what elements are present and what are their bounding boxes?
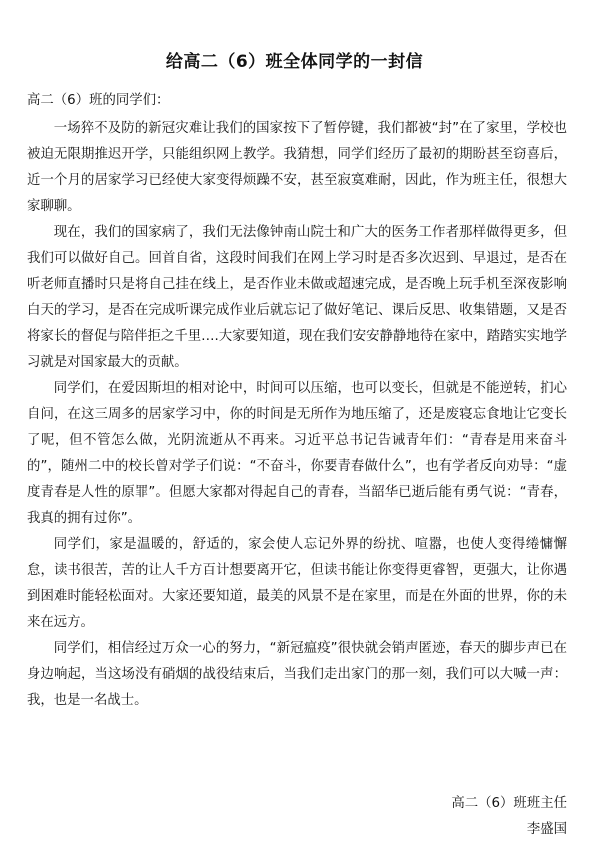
signature-name: 李盛国	[526, 822, 567, 837]
letter-title: 给高二（6）班全体同学的一封信	[165, 52, 424, 72]
letter-paragraph: 同学们，在爱因斯坦的相对论中，时间可以压缩，也可以变长，但就是不能逆转，扪心自问，在这三周多的居家学习中，你的时间是无所作为地压缩了，还是废寝忘食地让它变长了呢，但不管怎么做，光阴流逝从不再来。习近平总书记告诫青年们：“青春是用来奋斗的”，随州二中的校长曾对学子们说：“不奋斗，你要青春做什么”，也有学者反向劝导：“虚度青春是人性的原罪”。但愿大家都对得起自己的青春，当韶华已逝后能有勇气说：“青春，我真的拥有过你”。	[27, 381, 567, 526]
letter-body	[27, 116, 567, 714]
letter-paragraph: 同学们，家是温暖的，舒适的，家会使人忘记外界的纷扰、喧嚣，也使人变得绻慵懈怠，读书很苦，苦的让人千方百计想要离开它，但读书能让你变得更睿智，更强大，让你遇到困难时能轻松面对。大家还要知道，最美的风景不是在家里，而是在外面的世界，你的未来在远方。	[27, 537, 567, 630]
letter-paragraph: 现在，我们的国家病了，我们无法像钟南山院士和广大的医务工作者那样做得更多，但我们可以做好自己。回首自省，这段时间我们在网上学习时是否多次迟到、早退过，是否在听老师直播时只是将自己挂在线上，是否作业未做或超速完成，是否晚上玩手机至深夜影响白天的学习，是否在完成听课完成作业后就忘记了做好笔记、课后反思、收集错题，又是否将家长的督促与陪伴拒之千里….大家要知道，现在我们安安静静地待在家中，踏踏实实地学习就是对国家最大的贡献。	[27, 225, 567, 370]
letter-paragraph: 一场猝不及防的新冠灾难让我们的国家按下了暂停键，我们都被“封”在了家里，学校也被迫无限期推迟开学，只能组织网上教学。我猜想，同学们经历了最初的期盼甚至窃喜后，近一个月的居家学习已经使大家变得烦躁不安，甚至寂寞难耐，因此，作为班主任，很想大家聊聊。	[27, 121, 567, 214]
letter-paragraph: 同学们，相信经过万众一心的努力，“新冠瘟疫”很快就会销声匿迹，春天的脚步声已在身边响起，当这场没有硝烟的战役结束后，当我们走出家门的那一刻，我们可以大喊一声：我，也是一名战士。	[27, 641, 567, 708]
signature-role: 高二（6）班班主任	[451, 796, 567, 811]
letter-salutation: 高二（6）班的同学们：	[27, 93, 170, 108]
letter-signature	[451, 791, 567, 843]
